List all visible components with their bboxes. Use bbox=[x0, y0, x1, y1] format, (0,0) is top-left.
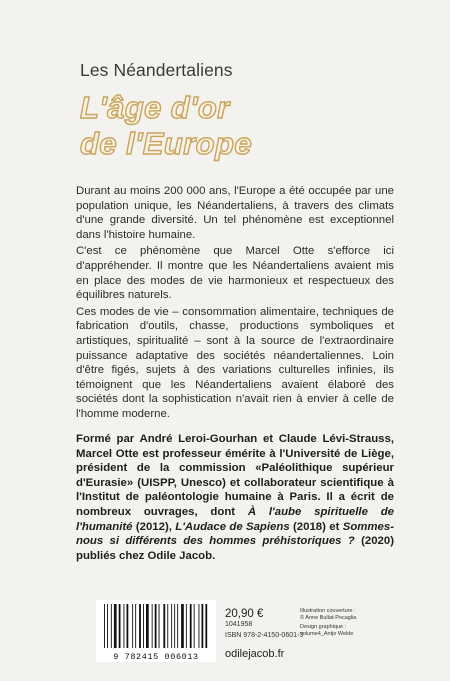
barcode bbox=[96, 600, 216, 662]
price: 20,90 € bbox=[225, 608, 264, 620]
isbn: ISBN 978-2-4150-0601-3 bbox=[225, 632, 304, 639]
credit-design-name: volume4_Antje Welde bbox=[300, 631, 354, 637]
book-title bbox=[80, 90, 252, 162]
summary-paragraph-1: Durant au moins 200 000 ans, l'Europe a été occupée par une population unique, les Néandertaliens, à travers des climats d'une grande diversité. Un tel phénomène est exceptionnel dans l'histoire humaine. bbox=[76, 185, 394, 241]
barcode-bars bbox=[96, 600, 216, 652]
bio-book-1: À l'aube spirituelle de l'humanité bbox=[76, 505, 394, 533]
summary bbox=[76, 184, 394, 424]
credits bbox=[300, 608, 410, 640]
bio-book-2: L'Audace de Sapiens bbox=[175, 520, 290, 533]
summary-paragraph-2: C'est ce phénomène que Marcel Otte s'efforce ici d'appréhender. Il montre que les Néandertaliens avaient mis en place des modes de vie harmonieux et respectueux des équilibres naturels. bbox=[76, 245, 394, 302]
bio-text-1: Formé par André Leroi-Gourhan et Claude Lévi-Strauss, Marcel Otte est professeur émérite à l'Université de Liège, président de la commission «Paléolithique supérieur d'Eurasie» (UISPP, Unesco) et collaborateur scientifique à l'Institut de paléontologie humaine à Paris. Il a écrit de nombreux ouvrages, dont bbox=[76, 433, 394, 518]
credit-illustration-label: Illustration couverture : bbox=[300, 608, 356, 614]
bio-book-3: Sommes-nous si différents des hommes préhistoriques ? bbox=[76, 520, 394, 548]
bio-text-2: (2012), bbox=[132, 520, 176, 533]
summary-paragraph-3: Ces modes de vie – consommation alimentaire, techniques de fabrication d'outils, chasse, productions symboliques et artistiques, spiritualité – sont à la source de l'extraordinaire puissance adaptative des sociétés néandertaliennes. Loin d'être figés, sujets à des variations culturelles infinies, ils témoignent que les Néandertaliens avaient élaboré des sociétés dont la sophistication n'avait rien à envier à celle de l'homme moderne. bbox=[76, 305, 394, 420]
credit-illustration-name: © Anne Bullat-Pocaglia bbox=[300, 615, 357, 621]
bio-text-4: (2020) publiés chez Odile Jacob. bbox=[76, 535, 394, 562]
book-title-line-1: L'âge d'or bbox=[80, 90, 230, 125]
author-bio bbox=[76, 432, 394, 563]
book-title-line-2: de l'Europe bbox=[80, 126, 252, 161]
credit-design-label: Design graphique : bbox=[300, 624, 347, 630]
ean-code: 1041958 bbox=[225, 621, 253, 628]
barcode-number: 9 782415 006013 bbox=[113, 652, 199, 662]
bio-text-3: (2018) et bbox=[289, 520, 343, 533]
series-title: Les Néandertaliens bbox=[80, 60, 233, 80]
publisher-website: odilejacob.fr bbox=[225, 648, 285, 660]
